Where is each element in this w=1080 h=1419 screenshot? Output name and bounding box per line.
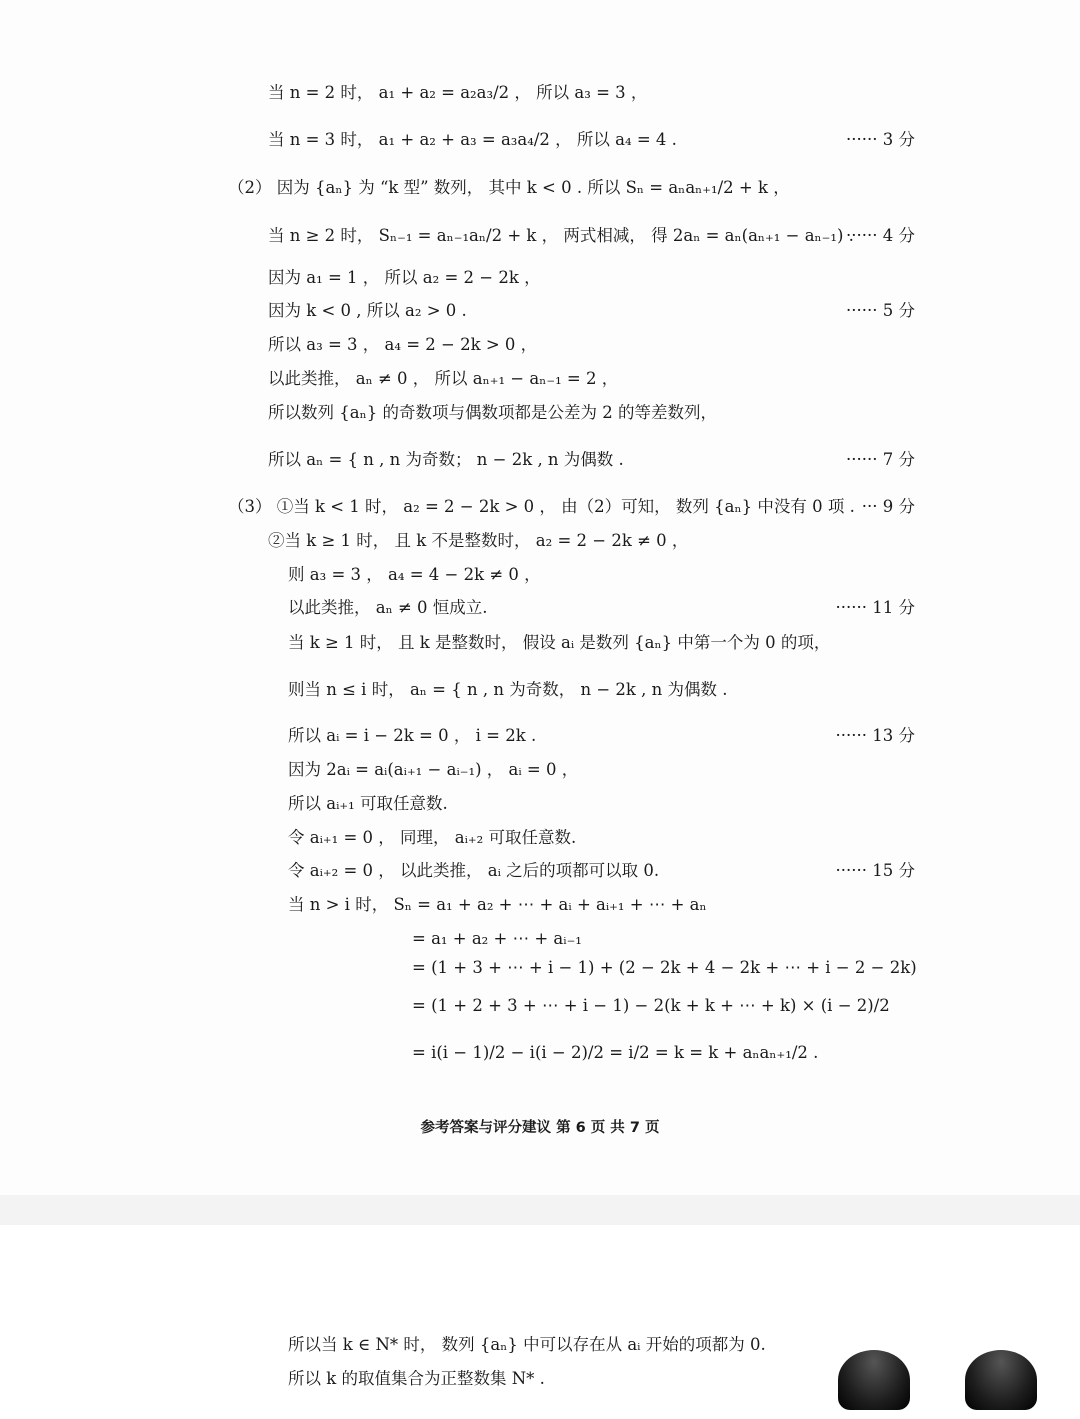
page1-line: = (1 + 3 + ⋯ + i − 1) + (2 − 2k + 4 − 2k + ⋯ + i − 2 − 2k) <box>412 958 917 977</box>
page1-line: 所以 aᵢ₊₁ 可取任意数. <box>288 794 448 813</box>
page2-line: 所以当 k ∈ N* 时， 数列 {aₙ} 中可以存在从 aᵢ 开始的项都为 0. <box>288 1335 766 1354</box>
page-separator <box>0 1195 1080 1225</box>
dark-blob-left <box>838 1350 910 1410</box>
page1-line: 所以 aₙ = { n , n 为奇数； n − 2k , n 为偶数 . <box>268 450 624 469</box>
page-footer: 参考答案与评分建议 第 6 页 共 7 页 <box>420 1120 660 1136</box>
score-marker: ······ 7 分 <box>846 450 915 469</box>
dark-blob-right <box>965 1350 1037 1410</box>
page1-line: （3） ①当 k < 1 时， a₂ = 2 − 2k > 0 ， 由（2）可知， 数列 {aₙ} 中没有 0 项 . <box>228 497 855 516</box>
page1-line: 当 n > i 时， Sₙ = a₁ + a₂ + ⋯ + aᵢ + aᵢ₊₁ + ⋯ + aₙ <box>288 895 707 914</box>
page2-line: 所以 k 的取值集合为正整数集 N* . <box>288 1369 545 1388</box>
page1-line: （2） 因为 {aₙ} 为 “k 型” 数列， 其中 k < 0 . 所以 Sₙ = aₙaₙ₊₁/2 + k ， <box>228 178 790 197</box>
page1-line: 所以 a₃ = 3 ， a₄ = 2 − 2k > 0 ， <box>268 335 538 354</box>
score-marker: ······ 15 分 <box>835 861 915 880</box>
page1-line: 则 a₃ = 3 ， a₄ = 4 − 2k ≠ 0 ， <box>288 565 541 584</box>
page1-line: 则当 n ≤ i 时， aₙ = { n , n 为奇数， n − 2k , n 为偶数 . <box>288 680 728 699</box>
page1-line: 以此类推， aₙ ≠ 0 ， 所以 aₙ₊₁ − aₙ₋₁ = 2 ， <box>268 369 619 388</box>
page1-line: 令 aᵢ₊₁ = 0 ， 同理， aᵢ₊₂ 可取任意数. <box>288 828 577 847</box>
page1-line: 以此类推， aₙ ≠ 0 恒成立. <box>288 598 488 617</box>
score-marker: ······ 4 分 <box>846 226 915 245</box>
page1-line: 当 n = 3 时， a₁ + a₂ + a₃ = a₃a₄/2 ， 所以 a₄ = 4 . <box>268 130 677 149</box>
page1-line: = a₁ + a₂ + ⋯ + aᵢ₋₁ <box>412 929 582 948</box>
page1-line: = i(i − 1)/2 − i(i − 2)/2 = i/2 = k = k + aₙaₙ₊₁/2 . <box>412 1043 819 1062</box>
page1-line: 所以 aᵢ = i − 2k = 0 ， i = 2k . <box>288 726 537 745</box>
page1-line: 因为 a₁ = 1 ， 所以 a₂ = 2 − 2k ， <box>268 268 541 287</box>
page1-line: 令 aᵢ₊₂ = 0 ， 以此类推， aᵢ 之后的项都可以取 0. <box>288 861 660 880</box>
page1-line: 当 n = 2 时， a₁ + a₂ = a₂a₃/2 ， 所以 a₃ = 3 ， <box>268 83 648 102</box>
page1-line: 当 k ≥ 1 时， 且 k 是整数时， 假设 aᵢ 是数列 {aₙ} 中第一个为 0 的项， <box>288 633 831 652</box>
page1-line: 因为 k < 0 , 所以 a₂ > 0 . <box>268 301 467 320</box>
score-marker: ······ 3 分 <box>846 130 915 149</box>
score-marker: ······ 5 分 <box>846 301 915 320</box>
page1-line: = (1 + 2 + 3 + ⋯ + i − 1) − 2(k + k + ⋯ + k) × (i − 2)/2 <box>412 996 890 1015</box>
page1-line: ②当 k ≥ 1 时， 且 k 不是整数时， a₂ = 2 − 2k ≠ 0 ， <box>268 531 689 550</box>
page1-line: 当 n ≥ 2 时， Sₙ₋₁ = aₙ₋₁aₙ/2 + k ， 两式相减， 得 2aₙ = aₙ(aₙ₊₁ − aₙ₋₁) . <box>268 226 854 245</box>
score-marker: ··· 9 分 <box>861 497 915 516</box>
score-marker: ······ 11 分 <box>835 598 915 617</box>
page1-line: 因为 2aᵢ = aᵢ(aᵢ₊₁ − aᵢ₋₁) ， aᵢ = 0 ， <box>288 760 579 779</box>
score-marker: ······ 13 分 <box>835 726 915 745</box>
page1-line: 所以数列 {aₙ} 的奇数项与偶数项都是公差为 2 的等差数列， <box>268 403 717 422</box>
